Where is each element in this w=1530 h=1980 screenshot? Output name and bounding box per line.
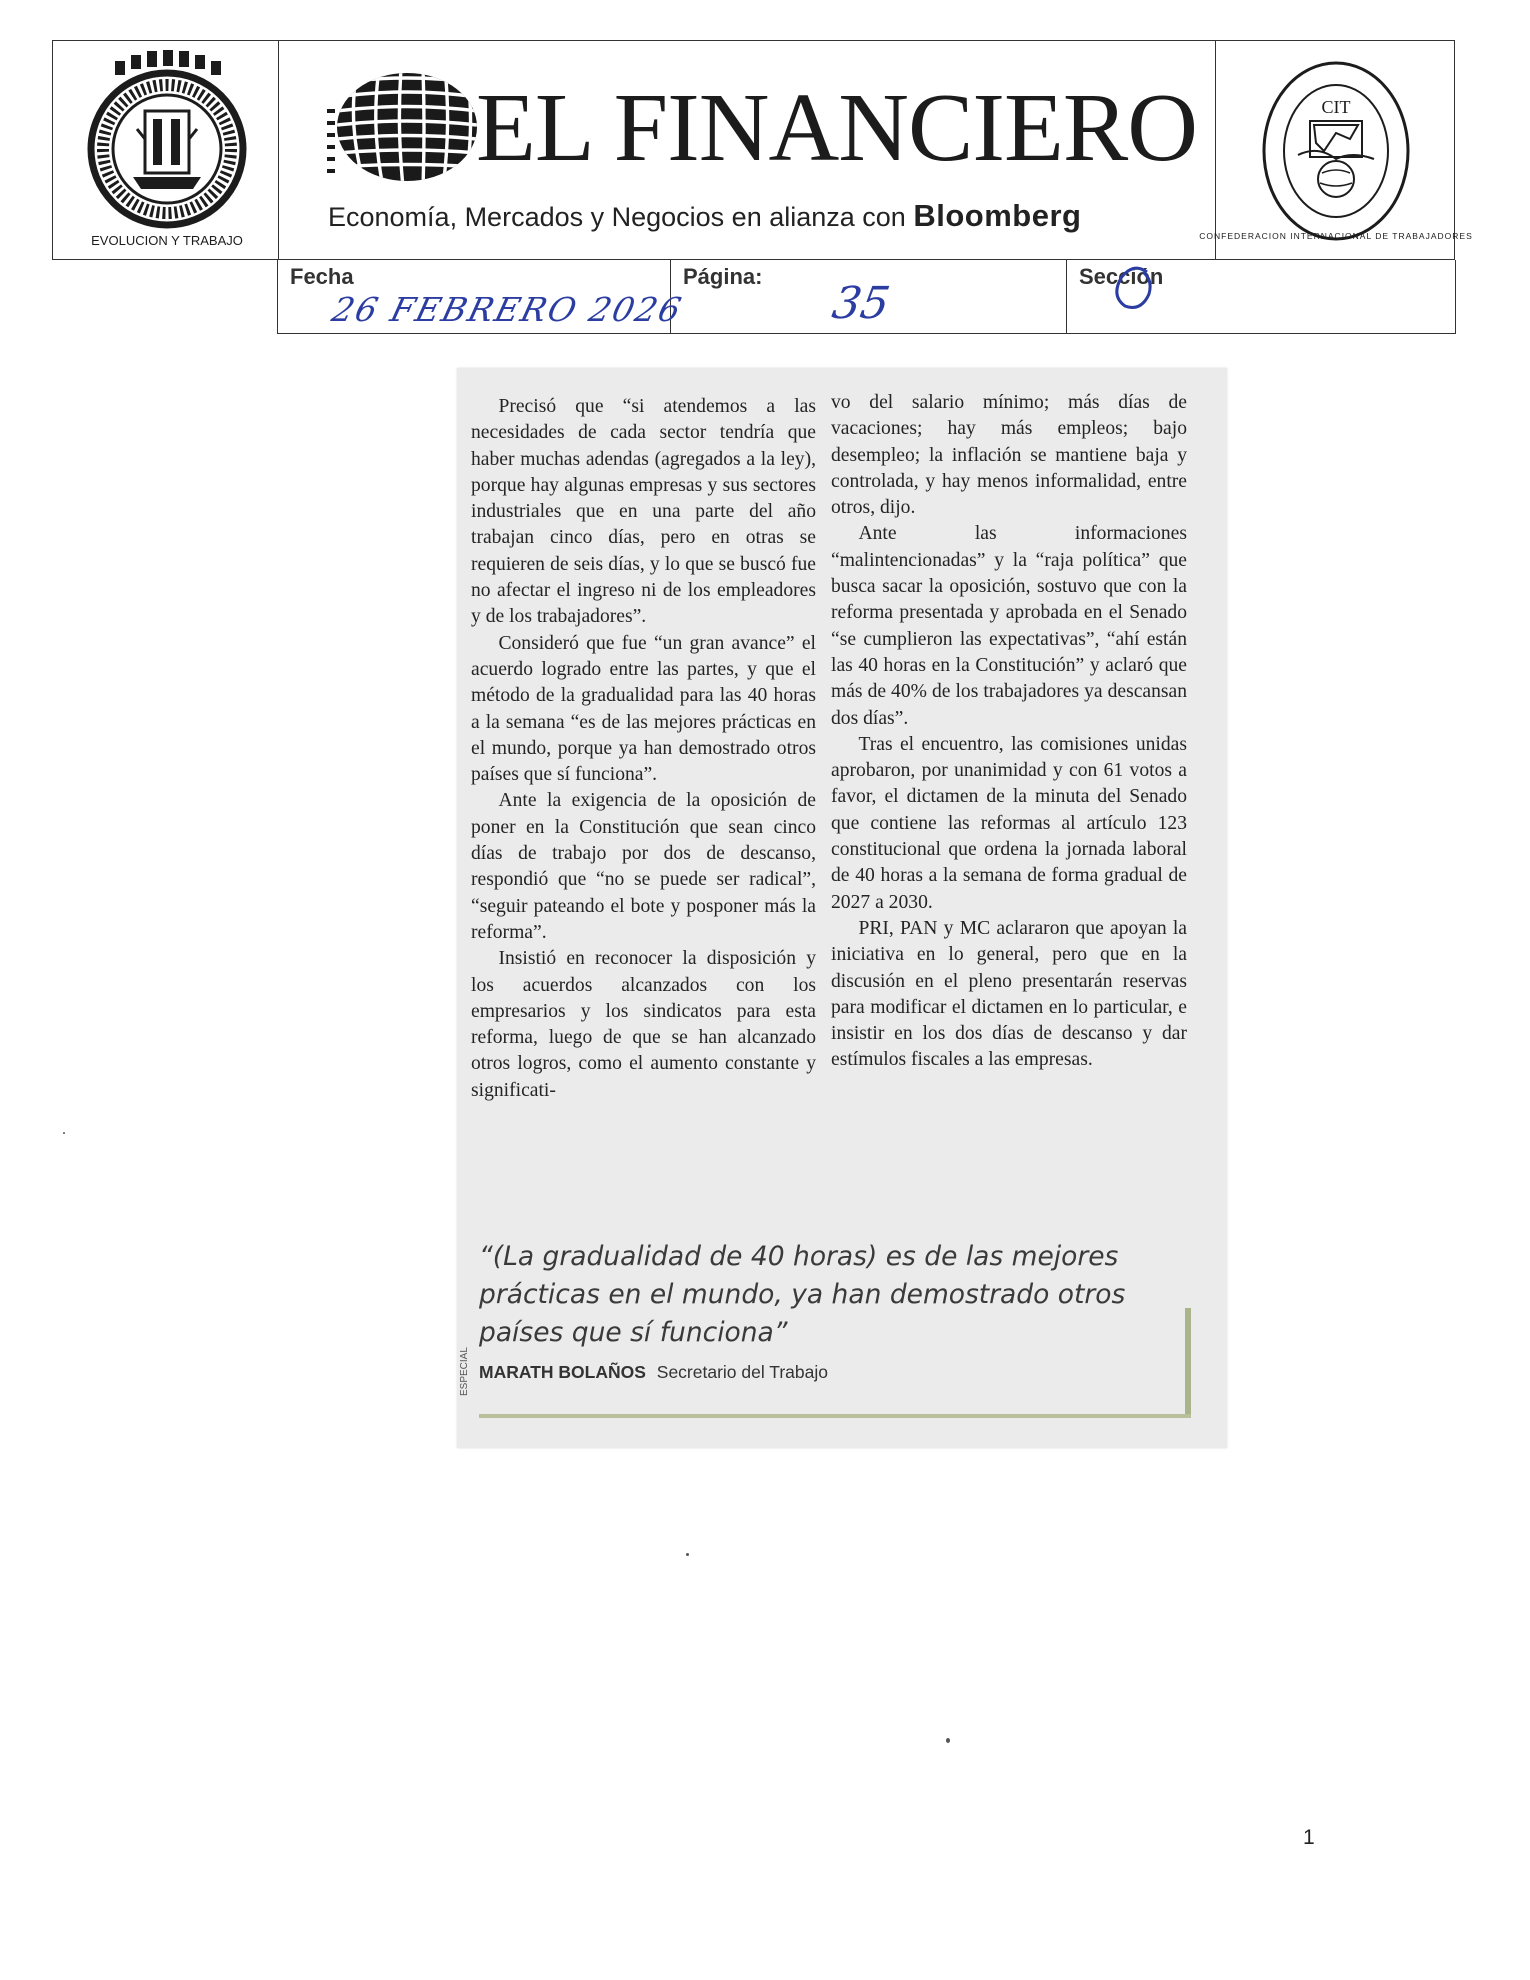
pagina-cell	[671, 260, 1067, 333]
newspaper-masthead: EL FINANCIERO	[476, 74, 1198, 182]
article-paragraph: PRI, PAN y MC aclararon que apoyan la iniciativa en lo general, pero que en la discusión en el pleno presentarán reservas para modificar el dictamen en lo particular, e insistir en los dos días de descanso y dar estímulos fiscales a las empresas.	[831, 917, 1187, 1071]
globe-logo-icon	[327, 69, 477, 187]
cit-seal-cell	[1199, 41, 1473, 259]
seccion-cell	[1067, 260, 1455, 333]
fecha-label: Fecha	[290, 264, 354, 289]
article-paragraph: Precisó que “si atendemos a las necesidades de cada sector tendría que haber muchas adendas (agregados a la ley), porque hay algunas empresas y sus sectores industriales que en una parte del año trabajan cinco días, pero en otras se requieren de seis días, y lo que se buscó fue no afectar el ingreso ni de los empleadores y de los trabajadores”.	[471, 396, 816, 628]
pull-quote-attribution	[479, 1362, 1179, 1383]
quote-author-role: Secretario del Trabajo	[656, 1362, 828, 1382]
cit-seal-initials: CIT	[1321, 97, 1351, 117]
news-clipping	[457, 368, 1227, 1448]
bloomberg-brand: Bloomberg	[913, 198, 1082, 233]
cit-seal-text: CONFEDERACION INTERNACIONAL DE TRABAJADORES	[1199, 231, 1473, 241]
scan-speck	[946, 1738, 950, 1743]
article-column-left	[471, 394, 816, 1104]
scan-speck	[63, 1132, 65, 1134]
fecha-cell	[278, 260, 687, 333]
pagina-handwritten-value: 35	[828, 278, 894, 329]
quote-accent-edge	[1185, 1308, 1191, 1416]
seccion-label: Sección	[1079, 264, 1164, 289]
quote-accent-bottom	[479, 1414, 1191, 1418]
pull-quote	[479, 1238, 1179, 1383]
union-seal-text: EVOLUCION Y TRABAJO	[91, 233, 243, 248]
masthead-header	[52, 40, 1473, 260]
photo-credit: ESPECIAL	[459, 1347, 470, 1396]
page-number: 1	[1303, 1826, 1315, 1849]
seccion-handwritten-mark	[1103, 258, 1163, 318]
cit-seal-logo	[1199, 55, 1473, 250]
article-paragraph: Consideró que fue “un gran avance” el acuerdo logrado entre las partes, y que el método de la gradualidad para las 40 horas a la semana “es de las mejores prácticas en el mundo, porque ya han demostrado otros países que sí funciona”.	[471, 632, 816, 786]
pagina-label: Página:	[683, 264, 763, 289]
article-paragraph: Insistió en reconocer la disposición y los acuerdos alcanzados con los empresarios y los sindicatos para esta reforma, luego de que se han alcanzado otros logros, como el aumento constante y significati-	[471, 948, 816, 1101]
masthead-cell	[278, 41, 1216, 259]
union-seal-logo	[75, 49, 255, 254]
article-paragraph: Ante las informaciones “malintencionadas” y la “raja política” que busca sacar la oposición, sostuvo que con la reforma presentada y aprobada en el Senado “se cumplieron las expectativas”, “ahí están las 40 horas en la Constitución” y aclaró que más de 40% de los trabajadores ya descansan dos días”.	[831, 523, 1187, 729]
union-seal-cell	[53, 41, 279, 259]
tagline-text: Economía, Mercados y Negocios en alianza con	[328, 202, 906, 232]
scan-speck	[686, 1553, 689, 1556]
quote-author-name: MARATH BOLAÑOS	[479, 1362, 646, 1382]
article-paragraph: Ante la exigencia de la oposición de poner en la Constitución que sean cinco días de trabajo por dos de descanso, respondió que “no se puede ser radical”, “seguir pateando el bote y posponer más la reforma”.	[471, 790, 816, 943]
masthead-tagline	[328, 198, 1081, 234]
fecha-handwritten-value: 26 FEBRERO 2026	[328, 290, 687, 329]
pull-quote-text: “(La gradualidad de 40 horas) es de las mejores prácticas en el mundo, ya han demostrado otros países que sí funciona”	[479, 1241, 1126, 1348]
article-paragraph: Tras el encuentro, las comisiones unidas aprobaron, por unanimidad y con 61 votos a favor, el dictamen de la minuta del Senado que contiene las reformas al artículo 123 constitucional que ordena la jornada laboral de 40 horas a la semana de forma gradual de 2027 a 2030.	[831, 733, 1187, 913]
article-column-right	[831, 390, 1187, 1074]
article-paragraph-continued: vo del salario mínimo; más días de vacaciones; hay más empleos; bajo desempleo; la inflación se mantiene baja y controlada, y hay menos informalidad, entre otros, dijo.	[831, 392, 1187, 519]
clipping-meta-row	[277, 260, 1456, 334]
